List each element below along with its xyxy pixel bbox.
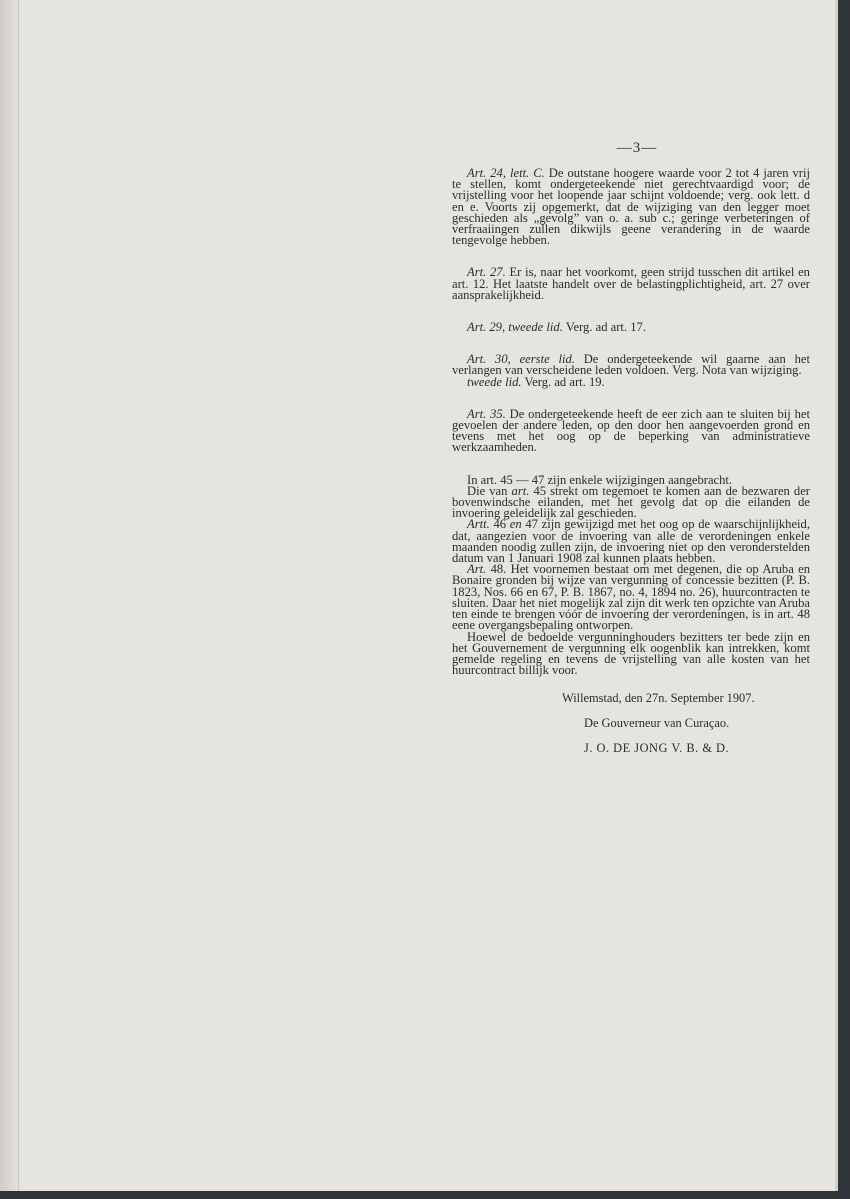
spacer — [452, 388, 810, 409]
article-conjunction: en — [509, 517, 522, 532]
paragraph-text: In art. 45 — 47 zijn enkele wijzigingen aangebracht. — [467, 472, 733, 487]
page-number: —3— — [616, 140, 658, 156]
article-reference: tweede lid. — [467, 374, 522, 389]
article-reference: Artt. — [467, 517, 490, 532]
paragraph-art-27 — [452, 267, 810, 301]
spacer — [452, 454, 810, 475]
paragraph-text: Verg. ad art. 17. — [562, 320, 646, 335]
article-reference: Art. — [467, 562, 487, 577]
article-reference: Art. 29, tweede lid. — [467, 320, 563, 335]
paragraph-art-35 — [452, 406, 810, 455]
paragraph-text: Hoewel de bedoelde vergunninghouders bezitters ter bede zijn en het Gouvernement de vergunning elk oogenblik kan intrekken, komt gemelde regeling en tevens de vrijstelling van alle kosten van het huurcontract billijk voor. — [452, 629, 810, 678]
paragraph-text: De outstane hoogere waarde voor 2 tot 4 jaren vrij te stellen, komt ondergeteekende niet gerechtvaardigd voor; de vrijstelling voor het loopende jaar schijnt voldoende; verg. ook lett. d en e. Voorts zij opgemerkt, dat de wijziging van den legger moet geschieden als „gevolg” van o. a. sub c.; geringe verbeteringen of verfraaiingen zullen dikwijls geene verandering in de waarde tengevolge hebben. — [452, 166, 810, 248]
paragraph-vergunninghouders — [452, 629, 810, 678]
paragraph-mid: 46 — [489, 517, 510, 532]
spacer — [452, 246, 810, 267]
paragraph-art-45 — [452, 483, 810, 521]
article-reference: Art. 35. — [467, 406, 506, 421]
page-right-edge — [835, 0, 838, 1191]
paragraph-text: De ondergeteekende heeft de eer zich aan te sluiten bij het gevoelen der andere leden, op den door hen aangevoerden grond en tevens met het oog op de beperking van administratieve werkzaamheden. — [452, 406, 810, 455]
article-reference: Art. 24, lett. C. — [467, 166, 545, 180]
signature-place-date: Willemstad, den 27n. September 1907. — [562, 691, 755, 706]
paragraph-art-30-tweede-lid — [452, 374, 810, 389]
signature-title: De Gouverneur van Curaçao. — [584, 716, 730, 731]
paragraph-text: Er is, naar het voorkomt, geen strijd tusschen dit artikel en art. 12. Het laatste handelt over de belastingplichtigheid, art. 27 over aansprakelijkheid. — [452, 265, 810, 302]
paragraph-art-46-47 — [452, 519, 810, 564]
paragraph-text: 48. Het voornemen bestaat om met degenen, die op Aruba en Bonaire gronden bij wijze van vergunning of concessie bezitten (P. B. 1823, Nos. 66 en 67, P. B. 1867, no. 4, 1894 no. 26), huurcontracten te sluiten. Daar het niet mogelijk zal zijn dit werk ten opzichte van Aruba ten einde te brengen vóór de invoering der verordeningen, is in art. 48 eene overgangsbepaling ontworpen. — [452, 562, 810, 633]
signature-name: J. O. DE JONG V. B. & D. — [584, 741, 730, 756]
paragraph-art-48 — [452, 564, 810, 631]
paragraph-art-30 — [452, 354, 810, 376]
paragraph-text: 45 strekt om tegemoet te komen aan de bezwaren der bovenwindsche eilanden, met het gevolg dat op die eilanden de invoering geleidelijk zal geschieden. — [452, 483, 810, 521]
page-fold-line — [18, 0, 19, 1191]
document-body — [452, 140, 810, 755]
paragraph-text: Verg. ad art. 19. — [521, 374, 605, 389]
paragraph-art-29 — [452, 322, 810, 333]
paragraph-lead: Die van — [467, 483, 512, 498]
paragraph-text: 47 zijn gewijzigd met het oog op de waarschijnlijkheid, dat, aangezien voor de invoering van alle de verordeningen enkele maanden noodig zullen zijn, de invoering niet op den veronderstelden datum van 1 Januari 1908 zal kunnen plaats hebben. — [452, 517, 810, 566]
article-reference: Art. 30, eerste lid. — [467, 352, 575, 367]
paragraph-text: De ondergeteekende wil gaarne aan het verlangen van verscheidene leden voldoen. Verg. Nota van wijziging. — [452, 352, 810, 378]
article-reference: Art. 27. — [467, 265, 506, 280]
spacer — [452, 333, 810, 354]
spacer — [452, 301, 810, 322]
paragraph-art-24 — [452, 168, 810, 246]
article-reference: art. — [511, 483, 530, 498]
